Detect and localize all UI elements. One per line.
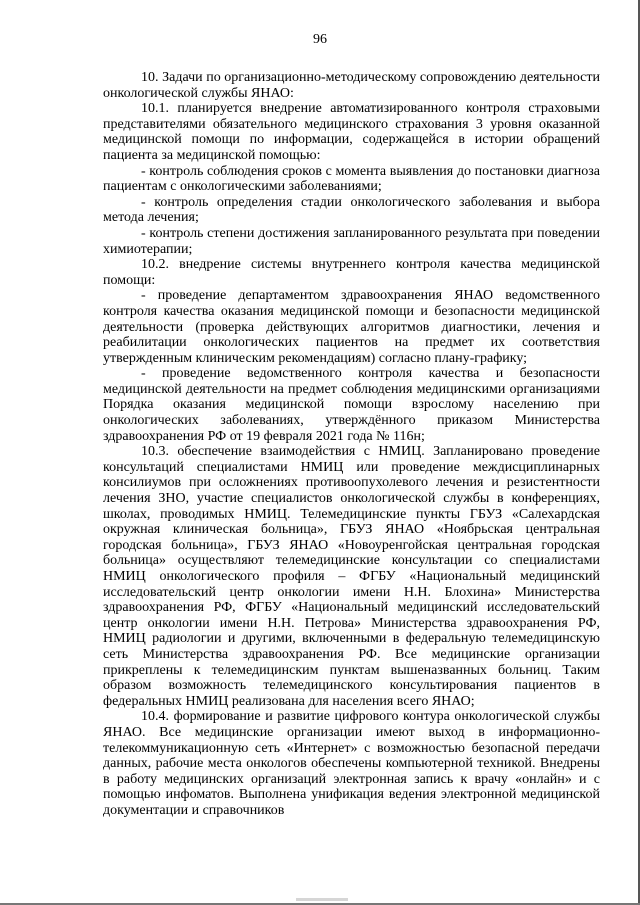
paragraph-10-1: 10.1. планируется внедрение автоматизированного контроля страховыми представителями обязательного медицинского страхования 3 уровня оказанной медицинской помощи по информации, содержащейся в истории обращений пациента за медицинской помощью: xyxy=(103,101,600,163)
list-item-control-stage: - контроль определения стадии онкологического заболевания и выбора метода лечения; xyxy=(103,194,600,226)
paragraph-section-10: 10. Задачи по организационно-методическому сопровождению деятельности онкологической службы ЯНАО: xyxy=(103,70,600,101)
body-text xyxy=(103,70,600,819)
list-item-control-deadlines: - контроль соблюдения сроков с момента выявления до постановки диагноза пациентам с онкологическими заболеваниями; xyxy=(103,163,600,195)
paragraph-10-3: 10.3. обеспечение взаимодействия с НМИЦ. Запланировано проведение консультаций специалистами НМИЦ или проведение междисциплинарных консилиумов при осложнениях противоопухолевого лечения и резистентности лечения ЗНО, участие специалистов онкологической службы в конференциях, школах, проводимых НМИЦ. Телемедицинские пункты ГБУЗ «Салехардская окружная клиническая больница», ГБУЗ ЯНАО «Ноябрьская центральная городская больница», ГБУЗ ЯНАО «Новоуренгойская центральная городская больница» осуществляют телемедицинские консультации со специалистами НМИЦ онкологического профиля – ФГБУ «Национальный медицинский исследовательский центр онкологии имени Н.Н. Блохина» Министерства здравоохранения РФ, ФГБУ «Национальный медицинский исследовательский центр онкологии имени Н.Н. Петрова» Министерства здравоохранения РФ, НМИЦ радиологии и другими, включенными в федеральную телемедицинскую сеть Министерства здравоохранения РФ. Все медицинские организации прикреплены к телемедицинским пунктам вышеназванных больниц. Таким образом возможность телемедицинского консультирования пациентов в федеральных НМИЦ реализована для населения всего ЯНАО; xyxy=(103,444,600,709)
footer-mark xyxy=(296,898,348,901)
paragraph-10-2: 10.2. внедрение системы внутреннего контроля качества медицинской помощи: xyxy=(103,257,600,288)
list-item-order-compliance: - проведение ведомственного контроля качества и безопасности медицинской деятельности на предмет соблюдения медицинскими организациями Порядка оказания медицинской помощи взрослому населению при онкологических заболеваниях, утверждённого приказом Министерства здравоохранения РФ от 19 февраля 2021 года № 116н; xyxy=(103,366,600,444)
page-number: 96 xyxy=(313,32,327,47)
list-item-control-chemotherapy: - контроль степени достижения запланированного результата при поведении химиотерапии; xyxy=(103,225,600,257)
paragraph-10-4: 10.4. формирование и развитие цифрового контура онкологической службы ЯНАО. Все медицинские организации имеют выход в информационно-телекоммуникационную сеть «Интернет» с возможностью безопасной передачи данных, рабочие места онкологов обеспечены компьютерной техникой. Внедрены в работу медицинских организаций электронная запись к врачу «онлайн» и с помощью инфоматов. Выполнена унификация ведения электронной медицинской документации и справочников xyxy=(103,709,600,818)
list-item-departmental-control: - проведение департаментом здравоохранения ЯНАО ведомственного контроля качества оказания медицинской помощи и безопасности медицинской деятельности (проверка действующих алгоритмов диагностики, лечения и реабилитации онкологических пациентов на предмет их соответствия утвержденным клиническим рекомендациям) согласно плану-графику; xyxy=(103,288,600,366)
